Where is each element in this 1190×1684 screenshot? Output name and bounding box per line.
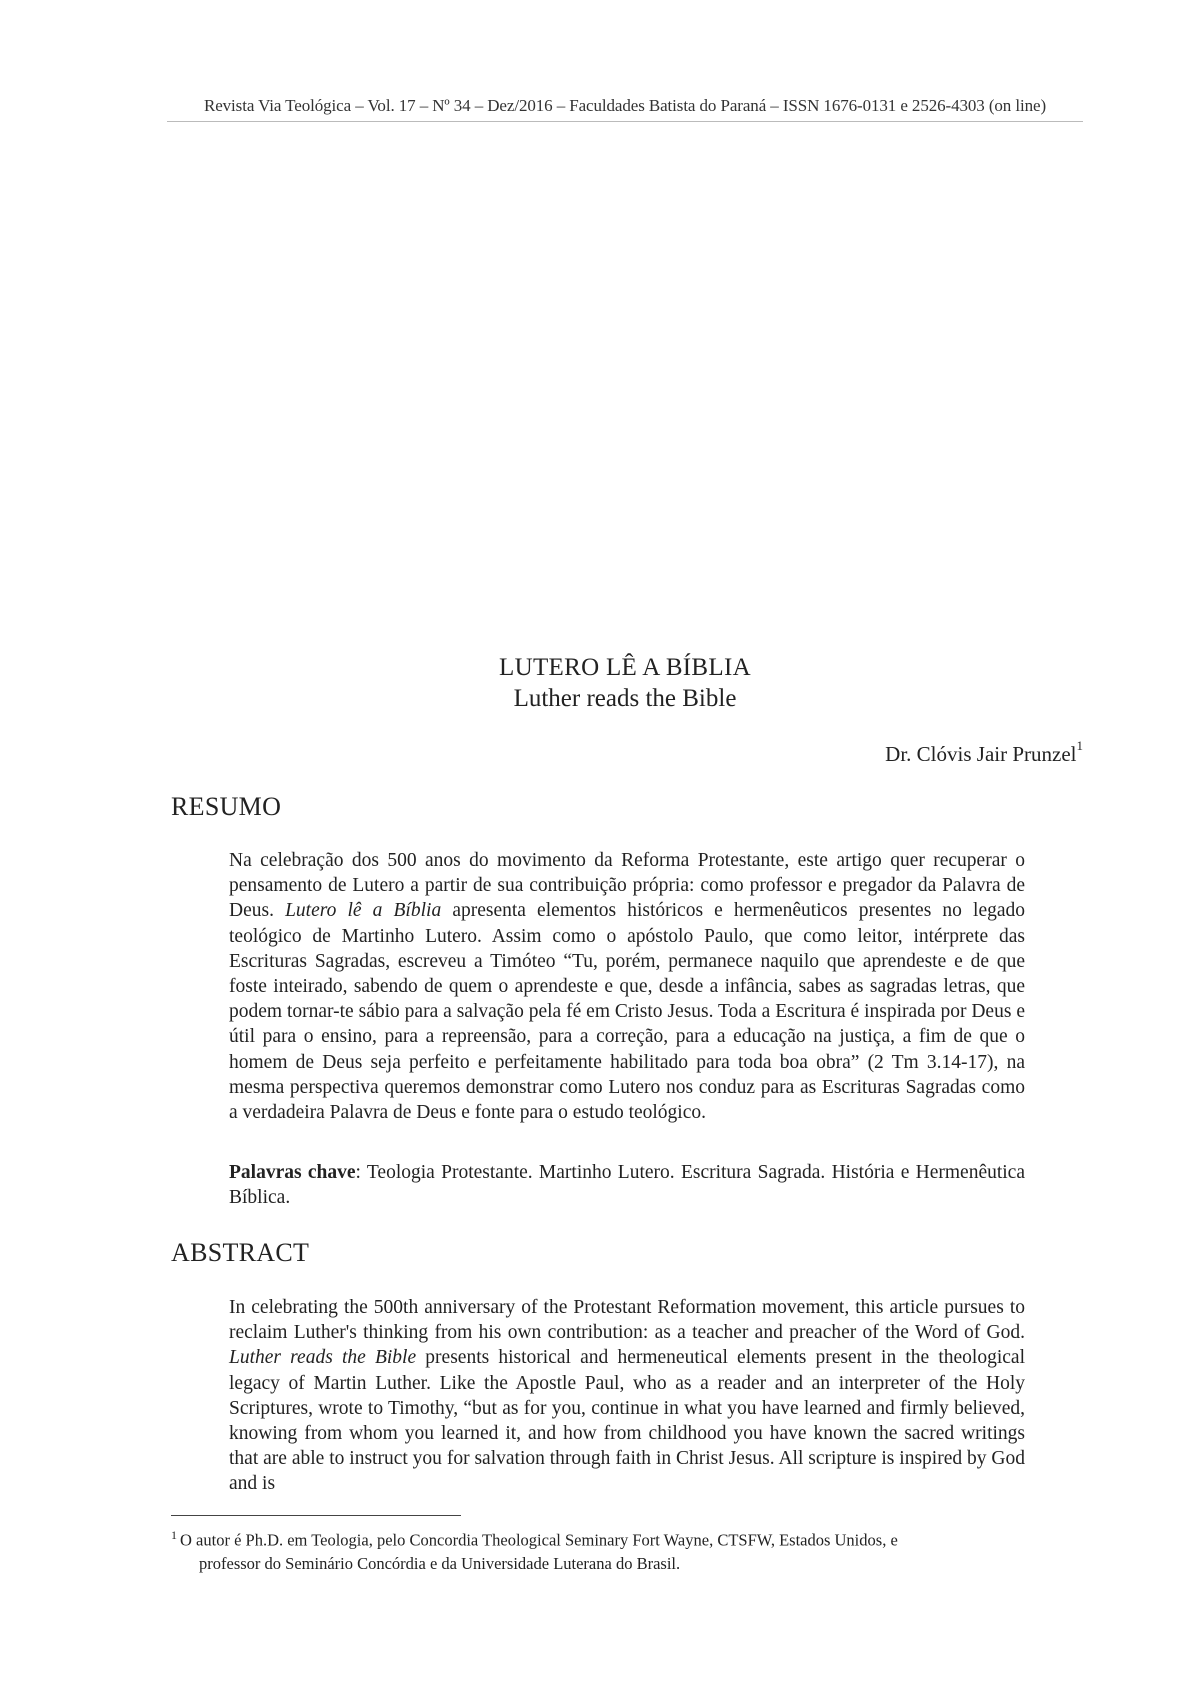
keywords-paragraph [229, 1160, 1025, 1210]
author-name: Dr. Clóvis Jair Prunzel [885, 742, 1077, 766]
resumo-heading: RESUMO [171, 792, 282, 821]
footnote-divider [171, 1515, 461, 1516]
article-title: LUTERO LÊ A BÍBLIA [499, 654, 751, 681]
resumo-text-end: apresenta elementos históricos e hermenêuticos presentes no legado teológico de Martinho Lutero. Assim como o apóstolo Paulo, que como leitor, intérprete das Escrituras Sagradas, escreveu a Timóteo “Tu, porém, permanece naquilo que aprendeste e de que foste inteirado, sabendo de quem o aprendeste e que, desde a infância, sabes as sagradas letras, que podem tornar-te sábio para a salvação pela fé em Cristo Jesus. Toda a Escritura é inspirada por Deus e útil para o ensino, para a repreensão, para a correção, para a educação na justiça, a fim de que o homem de Deus seja perfeito e perfeitamente habilitado para toda boa obra” (2 Tm 3.14-17), na mesma perspectiva queremos demonstrar como Lutero nos conduz para as Escrituras Sagradas como a verdadeira Palavra de Deus e fonte para o estudo teológico. [229, 900, 1026, 1124]
resumo-paragraph [229, 848, 1025, 1125]
abstract-text-end: presents historical and hermeneutical elements present in the theological legacy of Martin Luther. Like the Apostle Paul, who as a reader and an interpreter of the Holy Scriptures, wrote to Timothy, “but as for you, continue in what you have learned and firmly believed, knowing from whom you learned it, and how from childhood you have known the sacred writings that are able to instruct you for salvation through faith in Christ Jesus. All scripture is inspired by God and is [229, 1347, 1025, 1495]
footnote-line-1: O autor é Ph.D. em Teologia, pelo Concordia Theological Seminary Fort Wayne, CTSFW, Estados Unidos, e [180, 1530, 898, 1550]
abstract-paragraph [229, 1295, 1025, 1497]
resumo-text-start: Na celebração dos 500 anos do movimento da Reforma Protestante, este artigo quer recuperar o pensamento de Lutero a partir de sua contribuição própria: como professor e pregador da Palavra de Deus. [229, 850, 1025, 922]
abstract-heading: ABSTRACT [171, 1238, 310, 1267]
running-header: Revista Via Teológica – Vol. 17 – Nº 34 – Dez/2016 – Faculdades Batista do Paraná – ISSN 1676-0131 e 2526-4303 (on line) [203, 96, 1047, 115]
author-line [885, 738, 1083, 767]
header-divider [167, 121, 1083, 122]
article-subtitle: Luther reads the Bible [513, 685, 737, 712]
keywords-text: : Teologia Protestante. Martinho Lutero. Escritura Sagrada. História e Hermenêutica Bíblica. [229, 1162, 1025, 1209]
footnote-marker: 1 [171, 1528, 177, 1542]
author-footnote-marker[interactable]: 1 [1076, 738, 1083, 753]
footnote [171, 1524, 1081, 1575]
abstract-text-start: In celebrating the 500th anniversary of the Protestant Reformation movement, this article pursues to reclaim Luther's thinking from his own contribution: as a teacher and preacher of the Word of God. [229, 1297, 1025, 1344]
abstract-italic-title: Luther reads the Bible [229, 1347, 417, 1369]
resumo-italic-title: Lutero lê a Bíblia [285, 900, 442, 922]
keywords-label: Palavras chave [229, 1162, 356, 1183]
footnote-line-2: professor do Seminário Concórdia e da Universidade Luterana do Brasil. [199, 1553, 681, 1573]
